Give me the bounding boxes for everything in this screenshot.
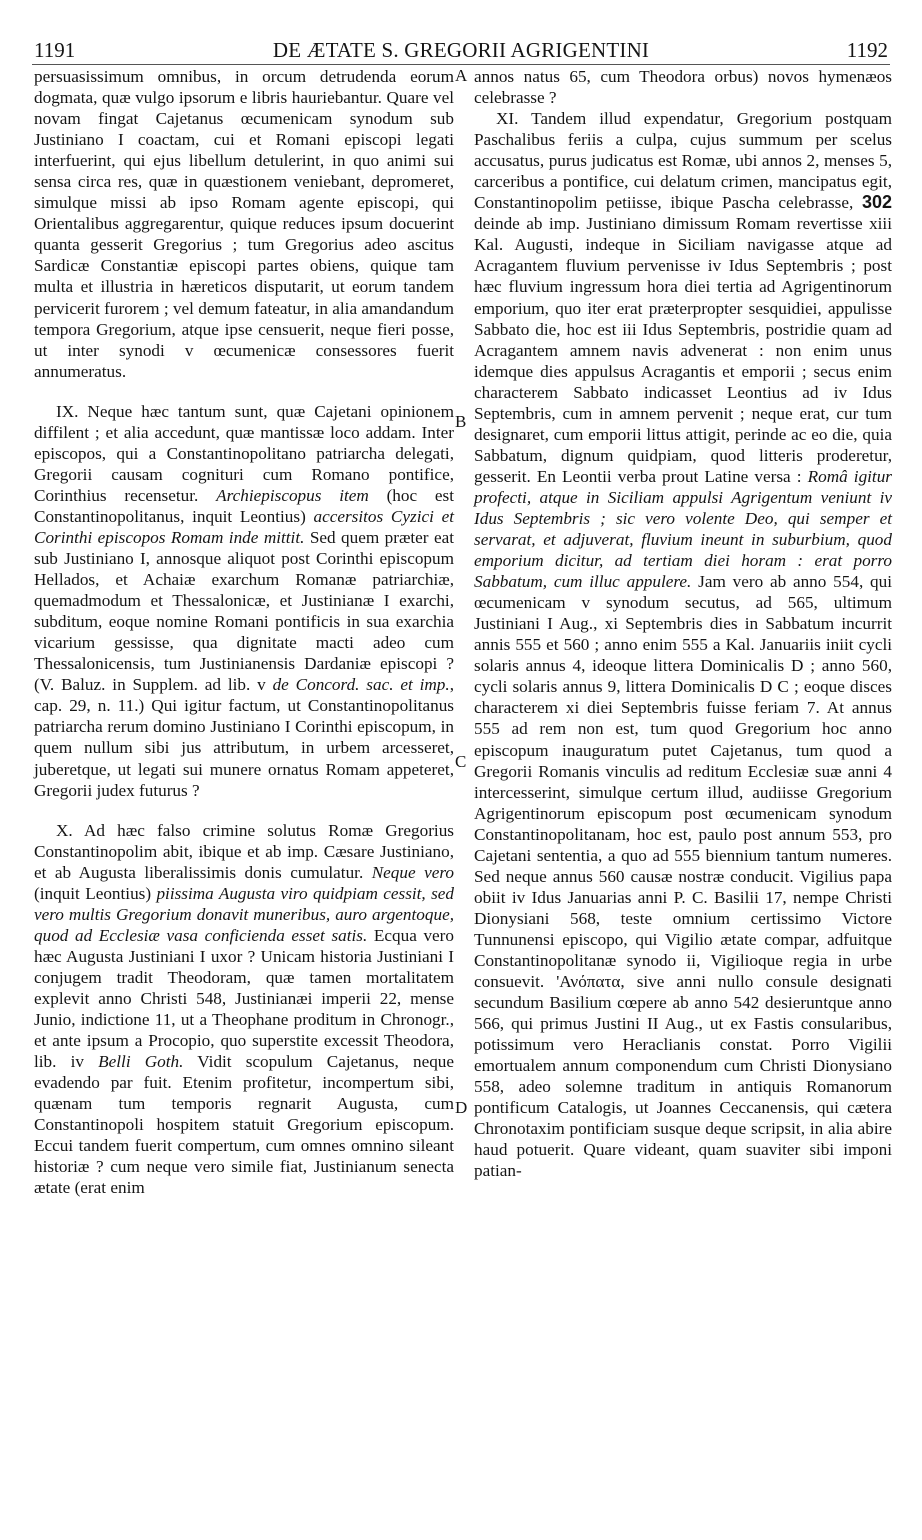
page-marker: 302 (861, 192, 892, 213)
paragraph-continued: persuasissimum omnibus, in orcum detrudenda eorum dogmata, quæ vulgo ipsorum e libris hauriebantur. Quare vel novam fingat Cajetanus œcumenicam synodum sub Justiniano I coactam, cui et Romani episcopi legati interfuerint, qui ejus libellum detulerint, in quo animi sui sensa circa res, quæ in quæstionem veniebant, depromeret, simulque missi ab ipso Romam agente episcopi, qui Orientalibus aggregarentur, quique reduces ipsum docuerint quanta gesserit Gregorius ; tum Gregorius adeo ascitus Sardicæ Constantiæ episcopi partes obiens, quique tam multa et illustria in hæreticos disputarit, ut eorum tandem pervicerit furorem ; vel demum fateatur, in alia amandandum tempora Gregorium, atque ipse censuerit, neque fieri posse, ut inter synodi v œcumenicæ consessores fuerit annumeratus. (34, 67, 454, 381)
page-number-right: 1192 (846, 38, 888, 62)
margin-letter-d: D (455, 1098, 468, 1117)
right-column (474, 66, 892, 1181)
header-rule (32, 64, 890, 65)
text-run: , cap. 29, n. 11.) Qui igitur factum, ut Constantinopolitanus patriarcha rerum domino Justiniano I Corinthi episcopum, in quem nullum sibi jus attributum, in urbem arcesseret, juberetque, ut legati sui munere ornatus Romam appeteret, Gregorii judex futurus ? (34, 675, 454, 800)
text-run: Jam vero ab anno 554, qui œcumenicam v synodum secutus, ad 565, ultimum Justiniani I Aug., xi Septembris dies in Sabbatum incurrit annis 555 et 560 ; anno enim 555 a Kal. Januariis iniit cycli solaris annus 4, ideoque littera Dominicalis D ; anno 560, cycli solaris annus 9, littera Dominicalis D C ; eoque disces characterem xi diei Septembris fuisse feriam 7. At annus 555 ad rem non est, tum quod Gregorium hoc anno episcopum inauguratum putet Cajetanus, tum quod a Gregorii Romanis vinculis ad reditum Ecclesiæ suæ anni 4 intercesserint, simulque certum illud, audiisse Gregorium Agrigentinorum episcopum post œcumenicam synodum Constantinopolitanam, hoc est, paulo post annum 553, pro Cajetani sententia, a quo ad 555 biennium tantum numeres. Sed neque annus 560 causæ nostræ conducit. Vigilius papa obiit iv Idus Januarias anni P. C. Basilii 17, nempe Christi Dionysiani 568, teste omnium certissimo Victore Tunnunensi episcopo, qui Vigilio ætate compar, adfuitque Constantinopolitanæ synodo ii, Vigilioque regia in urbe consuevit. 'Ανόπατα, sive anni nullo consule designati secundum Basilium cœpere ab anno 542 desieruntque anno 566, qui primus Justini II Aug., ut ex Fastis consularibus, potissimum vero Heraclianis constat. Porro Vigilii emortualem annum componendum cum Christi Dionysiano 558, adeo solemne traditum in antiquis Romanorum pontificum Catalogis, ut Joannes Ceccanensis, qui cætera Chronotaxim pontificiam susque deque scripsit, in alia abire haud potuerit. Quare videant, quam suaviter sibi imponi patian- (474, 572, 892, 1181)
text-run: deinde ab imp. Justiniano dimissum Romam revertisse xiii Kal. Augusti, indeque in Siciliam navigasse atque ad Acragantem fluvium pervenisse iv Idus Septembris ; post hæc fluvium ingressum hora diei tertia ad Agrigentinorum emporium, quo iter erat præterpropter sesquidiei, appulisse Sabbato die, hoc est iii Idus Septembris, postridie quam ad Acragantem amnem navis advenerat : non enim unus idemque dies appulsus Acragantis et emporii ; secus enim characterem Sabbato indicasset Leontius ad iv Idus Septembris, cum in amnem pervenit ; neque erat, cur tum designaret, cum emporii littus attigit, perinde ac eo die, quia Sabbatum, dignum quidpiam, quod litteris proderetur, gesserit. En Leontii verba prout Latine versa : (474, 214, 892, 486)
italic-run: Neque vero (371, 862, 454, 882)
section-x (34, 820, 454, 1199)
text-run: XI. Tandem illud expendatur, Gregorium postquam Paschalibus feriis a culpa, cujus summum per scelus accusatus, purus judicatus est Romæ, ubi annos 2, menses 5, carceribus a pontifice, cui delatum crimen, mancipatus egit, Constantinopolim petiisse, ibique Pascha celebrasse, (474, 109, 892, 213)
left-column (34, 66, 454, 1198)
italic-quote: accersitos Cyzici et Corinthi episcopos Romam inde mittit. (34, 506, 454, 547)
text-run: Vidit scopulum Cajetanus, neque evadendo par fuit. Etenim profitetur, incompertum sibi, quænam tum temporis regnarit Augusta, cum Constantinopoli hospitem statuit Gregorium episcopum. Eccui tandem fuerit compertum, cum omnes omnino sileant historiæ ? cum neque vero simile fiat, Justinianum senecta ætate (erat enim (34, 1052, 455, 1198)
text-run: (hoc est Constantinopolitanus, inquit Leontius) (34, 485, 454, 526)
italic-quote: Româ igitur profecti, atque in Siciliam appulsi Agrigentum veniunt iv Idus Septembris ; sic vero volente Deo, qui semper et servarat, et adjuverat, fluvium ineunt in suburbium, quod emporium dicitur, ad tertiam diei horam : erat porro Sabbatum, cum illuc appulere. (474, 466, 892, 592)
text-run: (inquit Leontius) (34, 883, 157, 903)
paragraph-continued: annos natus 65, cum Theodora orbus) novos hymenæos celebrasse ? (474, 67, 892, 108)
text-run: X. Ad hæc falso crimine solutus Romæ Gregorius Constantinopolim abit, ibique et ab imp. Cæsare Justiniano, et ab Augusta liberalissimis donis cumulatur. (34, 820, 454, 882)
text-run: IX. Neque hæc tantum sunt, quæ Cajetani opinionem diffilent ; et alia accedunt, quæ mantissæ loco addam. Inter episcopos, qui a Constantinopolitano patriarcha delegati, Gregorii causam cognituri cum Romano pontifice, Corinthius recensetur. (34, 401, 454, 505)
page-number-left: 1191 (34, 38, 76, 62)
running-title: DE ÆTATE S. GREGORII AGRIGENTINI (272, 38, 650, 62)
margin-letter-b: B (455, 412, 467, 431)
italic-title: Belli Goth. (98, 1052, 184, 1072)
margin-letter-c: C (455, 752, 467, 771)
italic-run: Archiepiscopus item (216, 485, 369, 505)
section-xi (474, 108, 892, 1181)
text-run: Sed quem præter eat sub Justiniano I, annosque aliquot post Corinthi episcopum Hellados, et Achaiæ exarchum Romanæ patriarchiæ, quemadmodum et Thessalonicæ, et Justinianæ I exarchi, subditum, eoque nomine Romani pontificis in sua exarchia vicarium gessisse, qua dignitate macti adeo cum Thessalonicensis, tum Justinianensis Dardaniæ episcopi ? (V. Baluz. in Supplem. ad lib. v (34, 527, 454, 695)
italic-quote: piissima Augusta viro quidpiam cessit, sed vero multis Gregorium donavit muneribus, auro argentoque, quod ad Ecclesiæ vasa conficienda esset satis. (34, 883, 455, 945)
italic-title: de Concord. sac. et imp. (272, 675, 450, 695)
margin-letter-a: A (455, 66, 468, 85)
text-run: Ecqua vero hæc Augusta Justiniani I uxor ? Unicam historia Justiniani I conjugem tradit Theodoram, quæ tamen mortalitatem explevit anno Christi 548, Justinianæi imperii 22, mense Junio, indictione 11, ut a Theophane proditum in Chronogr., et ante ipsum a Procopio, quo superstite excessit Theodora, lib. iv (34, 925, 454, 1072)
section-ix (34, 401, 454, 801)
